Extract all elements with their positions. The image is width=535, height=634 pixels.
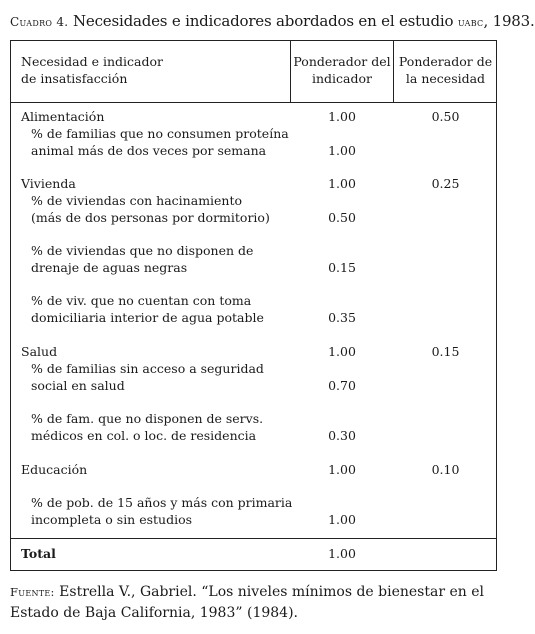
total-label: Total [21, 546, 56, 561]
source-note [10, 582, 494, 624]
caption-year: , 1983. [483, 12, 535, 30]
row-label: Salud [21, 344, 58, 359]
header-necesidad-line2: de insatisfacción [21, 71, 128, 86]
row-label: Alimentación [21, 109, 105, 124]
source-label: Fuente: [10, 585, 55, 599]
row-indicator-weight: 0.35 [328, 310, 356, 325]
row-indicator-weight: 1.00 [328, 109, 356, 124]
row-label: % de familias que no consumen proteína [31, 126, 289, 141]
source-text: Estrella V., Gabriel. “Los niveles mínimos de bienestar en el Estado de Baja California, 1983” (1984). [10, 584, 484, 621]
row-need-weight: 0.15 [431, 344, 460, 359]
table-caption [10, 12, 535, 30]
header-necesidad [21, 53, 163, 87]
row-label: % de viv. que no cuentan con toma [31, 293, 252, 308]
row-indicator-weight: 0.30 [328, 428, 356, 443]
row-label: Educación [21, 462, 88, 477]
row-label: % de viviendas con hacinamiento [31, 193, 243, 208]
row-indicator-weight: 1.00 [328, 512, 356, 527]
row-label: % de viviendas que no disponen de [31, 243, 254, 258]
row-need-weight: 0.10 [431, 462, 460, 477]
row-indicator-weight: 1.00 [328, 344, 356, 359]
row-indicator-weight: 0.70 [328, 378, 356, 393]
row-need-weight: 0.50 [431, 109, 460, 124]
row-indicator-weight: 1.00 [328, 462, 356, 477]
header-ponderador-necesidad-line2: la necesidad [405, 71, 486, 86]
header-ponderador-necesidad-line1: Ponderador de [398, 54, 493, 69]
caption-label: Cuadro 4. [10, 15, 69, 29]
row-label: Vivienda [21, 176, 76, 191]
total-indicator-weight: 1.00 [328, 546, 356, 561]
row-need-weight: 0.25 [431, 176, 460, 191]
row-indicator-weight: 0.50 [328, 210, 356, 225]
header-ponderador-indicador [291, 53, 393, 87]
row-label: % de familias sin acceso a seguridad [31, 361, 264, 376]
header-ponderador-indicador-line1: Ponderador del [293, 54, 391, 69]
row-label-continued: drenaje de aguas negras [31, 260, 188, 275]
row-label: % de fam. que no disponen de servs. [31, 411, 264, 426]
caption-abbr: uabc [457, 15, 484, 29]
row-label-continued: médicos en col. o loc. de residencia [31, 428, 257, 443]
caption-text: Necesidades e indicadores abordados en el estudio [68, 12, 458, 30]
indicators-table [10, 40, 497, 571]
header-necesidad-line1: Necesidad e indicador [21, 54, 163, 69]
row-label-continued: (más de dos personas por dormitorio) [31, 210, 270, 225]
row-indicator-weight: 1.00 [328, 143, 356, 158]
total-rule [11, 538, 496, 539]
row-label-continued: social en salud [31, 378, 125, 393]
row-label-continued: domiciliaria interior de agua potable [31, 310, 264, 325]
header-ponderador-necesidad [394, 53, 497, 87]
row-label-continued: incompleta o sin estudios [31, 512, 193, 527]
row-label-continued: animal más de dos veces por semana [31, 143, 267, 158]
row-indicator-weight: 1.00 [328, 176, 356, 191]
header-rule [11, 102, 496, 103]
row-indicator-weight: 0.15 [328, 260, 356, 275]
row-label: % de pob. de 15 años y más con primaria [31, 495, 293, 510]
header-ponderador-indicador-line2: indicador [311, 71, 372, 86]
